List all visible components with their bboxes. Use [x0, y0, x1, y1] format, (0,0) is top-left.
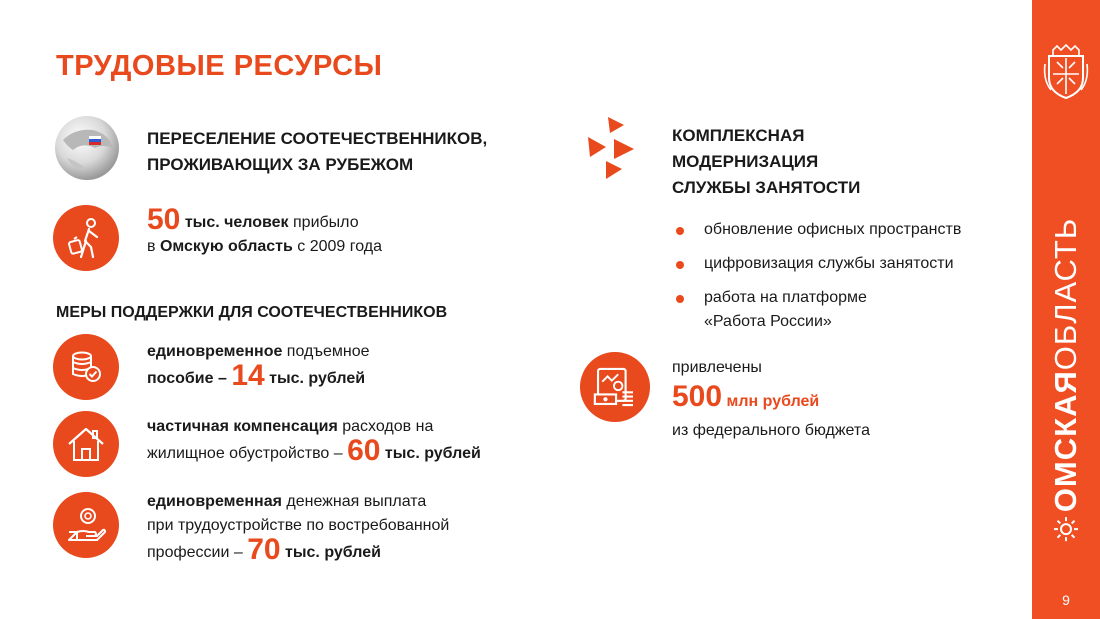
coat-of-arms-icon [1043, 44, 1089, 100]
measure-3-text: единовременная денежная выплата при трудоустройстве по востребованной профессии – 70 тыс. рублей [147, 493, 450, 566]
hand-coin-icon [53, 492, 119, 558]
brand-thin: ОБЛАСТЬ [1048, 217, 1083, 371]
support-heading: МЕРЫ ПОДДЕРЖКИ ДЛЯ СООТЕЧЕСТВЕННИКОВ [56, 304, 448, 321]
page-number: 9 [1062, 592, 1070, 608]
measure-2-text: частичная компенсация расходов на жилищное обустройство – 60 тыс. рублей [147, 418, 481, 467]
globe-icon [53, 114, 121, 182]
modernization-list [676, 218, 961, 344]
page-title: ТРУДОВЫЕ РЕСУРСЫ [56, 50, 383, 82]
funding-text: привлечены 500 млн рублей из федерального бюджета [672, 359, 870, 439]
triangles-logo-icon [588, 117, 634, 179]
house-icon [53, 411, 119, 477]
list-item: обновление офисных пространств [676, 218, 961, 242]
traveler-icon [53, 205, 119, 271]
brand-bold: ОМСКАЯ [1048, 370, 1083, 513]
brand-logo [1048, 218, 1084, 542]
list-item: цифровизация службы занятости [676, 252, 961, 276]
measure-1-text: единовременное подъемное пособие – 14 тыс. рублей [147, 343, 370, 392]
finance-icon [580, 352, 650, 422]
list-item: работа на платформе «Работа России» [676, 286, 961, 334]
coins-check-icon [53, 334, 119, 400]
modernization-heading: КОМПЛЕКСНАЯ МОДЕРНИЗАЦИЯ СЛУЖБЫ ЗАНЯТОСТИ [672, 126, 861, 197]
sun-icon [1053, 516, 1079, 542]
arrivals-text: 50 тыс. человек прибыло в Омскую область с 2009 года [147, 203, 383, 255]
resettlement-heading: ПЕРЕСЕЛЕНИЕ СООТЕЧЕСТВЕННИКОВ, ПРОЖИВАЮЩИХ ЗА РУБЕЖОМ [147, 129, 488, 174]
